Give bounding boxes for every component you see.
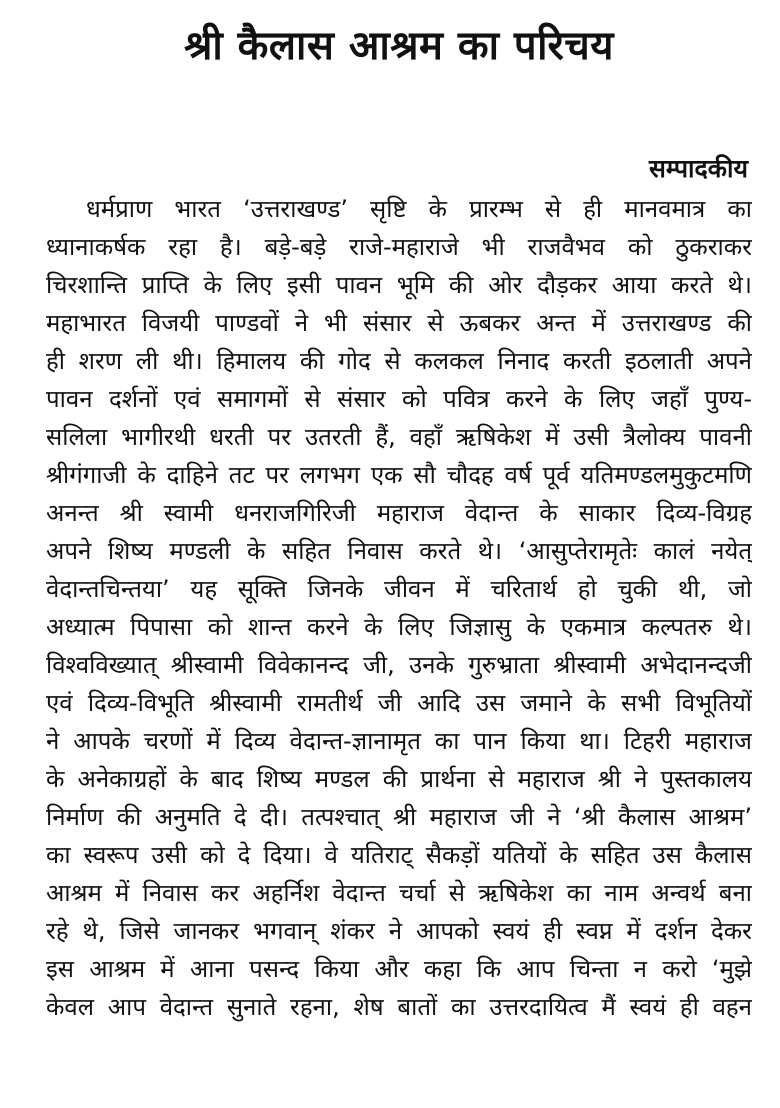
text-line: ने आपके चरणों में दिव्य वेदान्त-ज्ञानामृत का पान किया था। टिहरी महाराज [46, 727, 752, 755]
page-title: श्री कैलास आश्रम का परिचय [184, 23, 614, 69]
text-line: पावन दर्शनों एवं समागमों से संसार को पवित्र करने के लिए जहाँ पुण्य- [46, 385, 752, 413]
text-line: अनन्त श्री स्वामी धनराजगिरिजी महाराज वेदान्त के साकार दिव्य-विग्रह [46, 499, 752, 527]
text-line: विश्वविख्यात् श्रीस्वामी विवेकानन्द जी, उनके गुरुभ्राता श्रीस्वामी अभेदानन्दजी [46, 651, 752, 679]
section-heading: सम्पादकीय [648, 154, 748, 183]
text-line: निर्माण की अनुमति दे दी। तत्पश्चात् श्री महाराज जी ने ‘श्री कैलास आश्रम’ [46, 803, 752, 831]
text-line: श्रीगंगाजी के दाहिने तट पर लगभग एक सौ चौदह वर्ष पूर्व यतिमण्डलमुकुटमणि [46, 461, 752, 489]
text-line: अध्यात्म पिपासा को शान्त करने के लिए जिज्ञासु के एकमात्र कल्पतरु थे। [46, 613, 752, 641]
text-line: ध्यानाकर्षक रहा है। बड़े-बड़े राजे-महाराजे भी राजवैभव को ठुकराकर [46, 233, 752, 261]
text-line: चिरशान्ति प्राप्ति के लिए इसी पावन भूमि की ओर दौड़कर आया करते थे। [46, 271, 752, 299]
text-line: एवं दिव्य-विभूति श्रीस्वामी रामतीर्थ जी आदि उस जमाने के सभी विभूतियों [46, 689, 752, 717]
text-line: ही शरण ली थी। हिमालय की गोद से कलकल निनाद करती इठलाती अपने [46, 347, 752, 375]
text-line: के अनेकाग्रहों के बाद शिष्य मण्डल की प्रार्थना से महाराज श्री ने पुस्तकालय [46, 765, 752, 793]
text-line: इस आश्रम में आना पसन्द किया और कहा कि आप चिन्ता न करो ‘मुझे [46, 955, 752, 983]
text-line: आश्रम में निवास कर अहर्निश वेदान्त चर्चा से ऋषिकेश का नाम अन्वर्थ बना [46, 879, 752, 907]
article-body [46, 190, 752, 1026]
text-line: महाभारत विजयी पाण्डवों ने भी संसार से ऊबकर अन्त में उत्तराखण्ड की [46, 309, 752, 337]
text-line: केवल आप वेदान्त सुनाते रहना, शेष बातों का उत्तरदायित्व मैं स्वयं ही वहन [46, 993, 752, 1021]
text-line: रहे थे, जिसे जानकर भगवान् शंकर ने आपको स्वयं ही स्वप्न में दर्शन देकर [46, 917, 752, 945]
text-line: का स्वरूप उसी को दे दिया। वे यतिराट् सैकड़ों यतियों के सहित उस कैलास [46, 841, 752, 869]
text-line: अपने शिष्य मण्डली के सहित निवास करते थे। ‘आसुप्तेरामृतेः कालं नयेत् [46, 537, 752, 565]
text-line: वेदान्तचिन्तया’ यह सूक्ति जिनके जीवन में चरितार्थ हो चुकी थी, जो [46, 575, 752, 603]
text-line: धर्मप्राण भारत ‘उत्तराखण्ड’ सृष्टि के प्रारम्भ से ही मानवमात्र का [86, 195, 752, 223]
text-line: सलिला भागीरथी धरती पर उतरती हैं, वहाँ ऋषिकेश में उसी त्रैलोक्य पावनी [46, 423, 752, 451]
